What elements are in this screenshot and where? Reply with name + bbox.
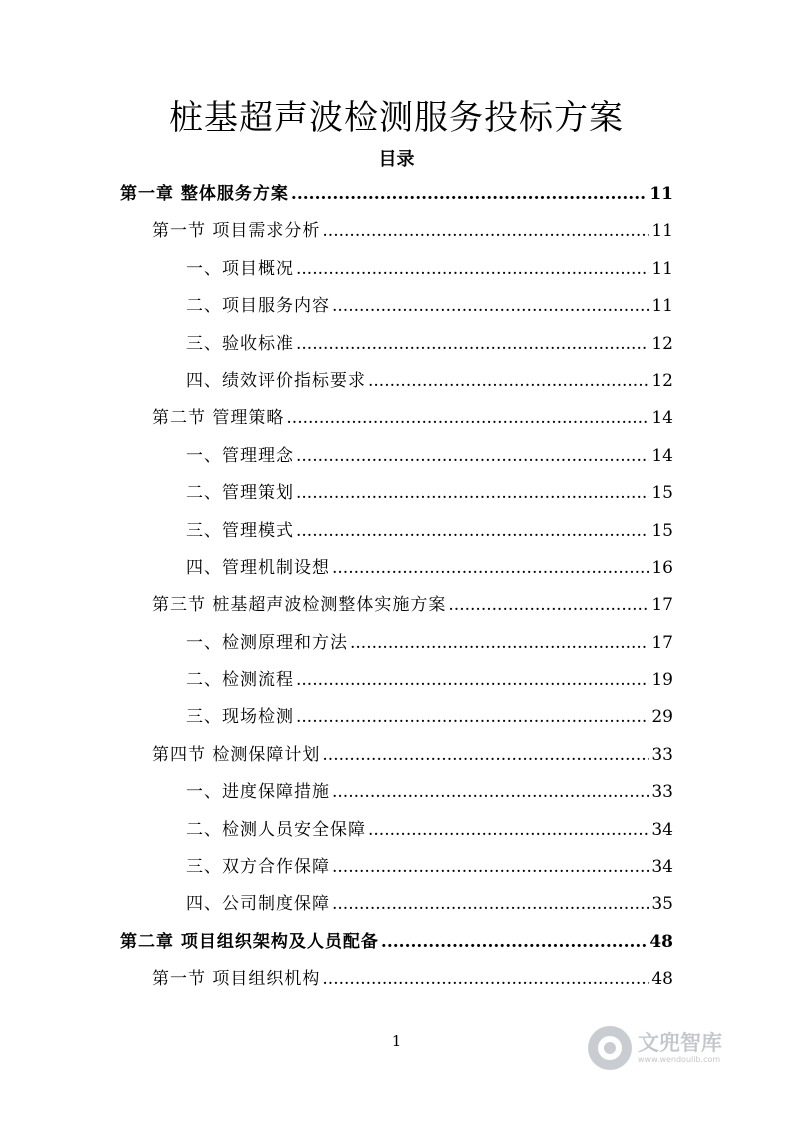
toc-entry-page: 34 (651, 819, 673, 840)
toc-dot-leader (448, 587, 649, 624)
toc-entry-label: 第一节 项目需求分析 (152, 221, 321, 242)
toc-dot-leader (296, 513, 649, 550)
toc-entry-label: 四、绩效评价指标要求 (186, 370, 366, 391)
toc-entry-label: 一、管理理念 (186, 445, 294, 466)
toc-entry-page: 35 (651, 894, 673, 915)
toc-entry-label: 四、公司制度保障 (186, 894, 330, 915)
toc-dot-leader (322, 961, 649, 998)
toc-subsection-entry[interactable] (120, 886, 673, 923)
toc-entry-label: 第二节 管理策略 (152, 408, 285, 429)
toc-subsection-entry[interactable] (120, 438, 673, 475)
watermark (588, 1020, 758, 1076)
toc-entry-page: 29 (651, 707, 673, 728)
toc-section-entry[interactable] (120, 213, 673, 250)
table-of-contents (120, 176, 673, 999)
toc-entry-page: 15 (651, 520, 673, 541)
watermark-brand: 文兜智库 (638, 1031, 722, 1055)
toc-entry-label: 三、验收标准 (186, 333, 294, 354)
toc-subsection-entry[interactable] (120, 251, 673, 288)
toc-entry-label: 一、检测原理和方法 (186, 632, 348, 653)
toc-subsection-entry[interactable] (120, 475, 673, 512)
toc-dot-leader (332, 849, 649, 886)
toc-entry-page: 48 (651, 969, 673, 990)
toc-dot-leader (322, 213, 649, 250)
toc-entry-label: 二、管理策划 (186, 483, 294, 504)
toc-dot-leader (332, 886, 649, 923)
toc-entry-page: 11 (651, 258, 673, 279)
toc-chapter-entry[interactable] (120, 176, 673, 213)
toc-dot-leader (368, 812, 649, 849)
toc-dot-leader (296, 699, 649, 736)
toc-dot-leader (368, 363, 649, 400)
toc-subsection-entry[interactable] (120, 288, 673, 325)
toc-entry-page: 15 (651, 483, 673, 504)
document-title: 桩基超声波检测服务投标方案 (169, 98, 624, 138)
toc-dot-leader (291, 176, 647, 213)
toc-subsection-entry[interactable] (120, 662, 673, 699)
toc-dot-leader (350, 625, 649, 662)
toc-entry-page: 11 (651, 221, 673, 242)
toc-entry-page: 11 (649, 184, 673, 204)
toc-entry-page: 48 (649, 931, 673, 952)
toc-entry-page: 17 (651, 632, 673, 653)
toc-entry-page: 12 (651, 333, 673, 354)
page-number: 1 (391, 1032, 402, 1050)
toc-subsection-entry[interactable] (120, 326, 673, 363)
toc-entry-label: 一、项目概况 (186, 258, 294, 279)
toc-entry-label: 第二章 项目组织架构及人员配备 (120, 931, 379, 952)
toc-section-entry[interactable] (120, 961, 673, 998)
toc-entry-page: 14 (651, 445, 673, 466)
toc-entry-label: 四、管理机制设想 (186, 557, 330, 578)
toc-entry-label: 第三节 桩基超声波检测整体实施方案 (152, 595, 447, 616)
toc-entry-label: 第一节 项目组织机构 (152, 969, 321, 990)
toc-dot-leader (322, 737, 649, 774)
toc-entry-label: 二、检测人员安全保障 (186, 819, 366, 840)
toc-entry-label: 三、现场检测 (186, 707, 294, 728)
toc-entry-label: 二、检测流程 (186, 670, 294, 691)
toc-subsection-entry[interactable] (120, 849, 673, 886)
toc-heading: 目录 (378, 149, 415, 170)
toc-entry-label: 二、项目服务内容 (186, 296, 330, 317)
toc-dot-leader (286, 400, 649, 437)
toc-dot-leader (332, 288, 649, 325)
toc-entry-page: 12 (651, 370, 673, 391)
toc-dot-leader (296, 251, 649, 288)
toc-section-entry[interactable] (120, 587, 673, 624)
toc-dot-leader (296, 438, 649, 475)
toc-dot-leader (332, 774, 649, 811)
toc-entry-page: 19 (651, 670, 673, 691)
wendou-logo-icon (588, 1026, 632, 1070)
toc-subsection-entry[interactable] (120, 699, 673, 736)
toc-entry-label: 一、进度保障措施 (186, 782, 330, 803)
toc-section-entry[interactable] (120, 737, 673, 774)
toc-entry-page: 16 (651, 557, 673, 578)
toc-chapter-entry[interactable] (120, 924, 673, 961)
toc-entry-label: 第四节 检测保障计划 (152, 744, 321, 765)
toc-entry-page: 33 (651, 744, 673, 765)
toc-dot-leader (296, 475, 649, 512)
toc-entry-label: 三、管理模式 (186, 520, 294, 541)
toc-dot-leader (296, 326, 649, 363)
toc-subsection-entry[interactable] (120, 774, 673, 811)
watermark-url: www.wendoulib.com (638, 1055, 721, 1064)
toc-entry-page: 11 (651, 296, 673, 317)
toc-subsection-entry[interactable] (120, 363, 673, 400)
watermark-text (638, 1031, 722, 1065)
toc-subsection-entry[interactable] (120, 513, 673, 550)
toc-dot-leader (332, 550, 649, 587)
toc-subsection-entry[interactable] (120, 550, 673, 587)
toc-entry-label: 三、双方合作保障 (186, 857, 330, 878)
toc-subsection-entry[interactable] (120, 625, 673, 662)
toc-section-entry[interactable] (120, 400, 673, 437)
toc-subsection-entry[interactable] (120, 812, 673, 849)
toc-entry-page: 14 (651, 408, 673, 429)
toc-dot-leader (381, 924, 647, 961)
toc-entry-label: 第一章 整体服务方案 (120, 184, 289, 204)
toc-dot-leader (296, 662, 649, 699)
toc-entry-page: 33 (651, 782, 673, 803)
toc-entry-page: 17 (651, 595, 673, 616)
toc-entry-page: 34 (651, 857, 673, 878)
